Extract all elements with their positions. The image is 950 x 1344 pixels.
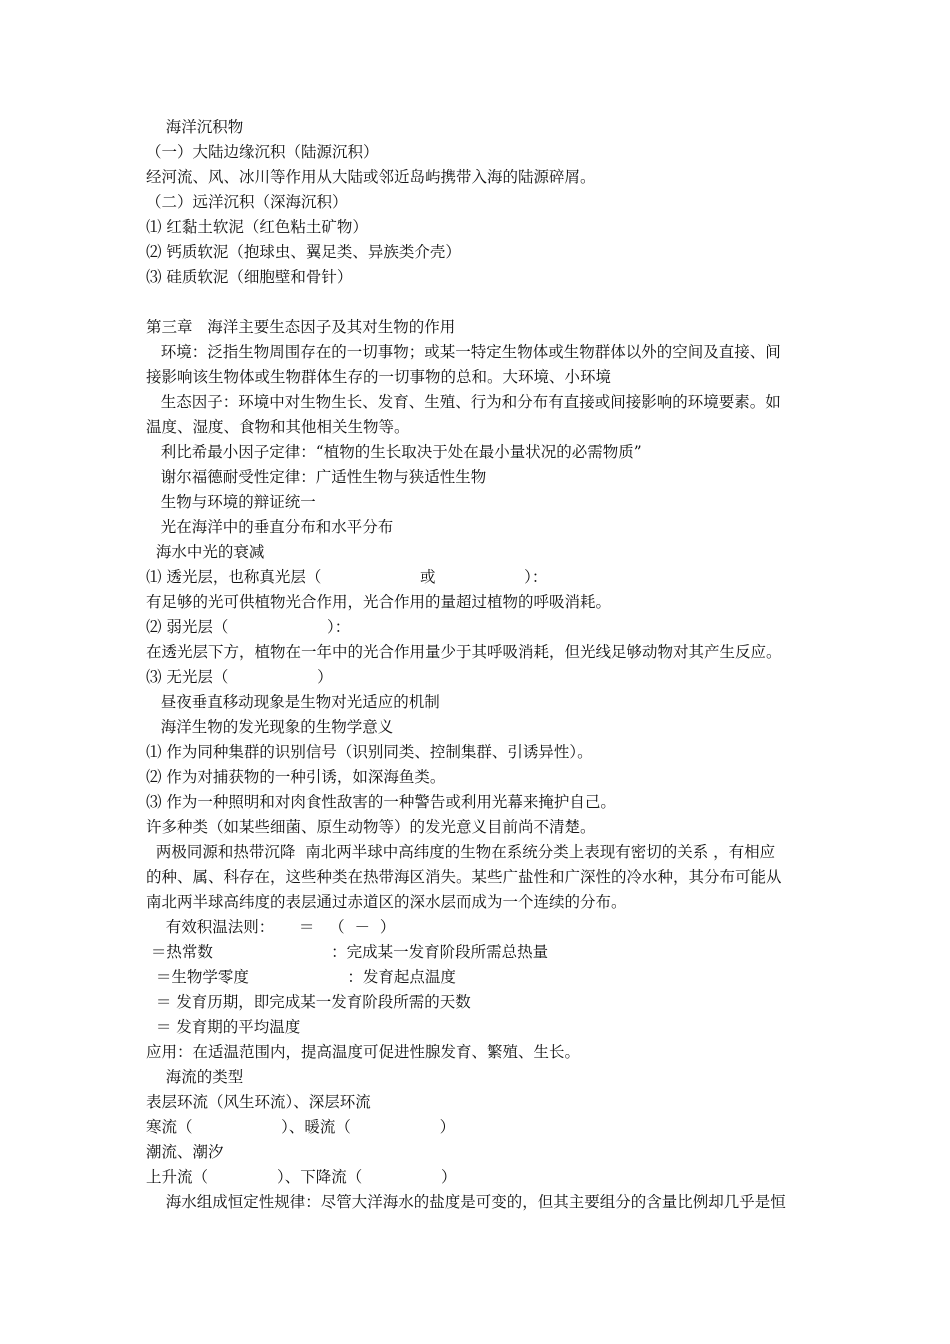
text-line: 生态因子：环境中对生物生长、发育、生殖、行为和分布有直接或间接影响的环境要素。如 — [146, 393, 781, 411]
list-item: ⑴ 透光层，也称真光层（ 或 ）： — [146, 568, 548, 586]
list-item: ⑵ 钙质软泥（抱球虫、翼足类、异族类介壳） — [146, 243, 461, 261]
text-line: 海流的类型 — [146, 1068, 244, 1086]
text-line: 有足够的光可供植物光合作用，光合作用的量超过植物的呼吸消耗。 — [146, 593, 612, 611]
text-line: 海洋生物的发光现象的生物学意义 — [146, 718, 394, 736]
text-line: 昼夜垂直移动现象是生物对光适应的机制 — [146, 693, 440, 711]
list-item: ⑶ 硅质软泥（细胞壁和骨针） — [146, 268, 353, 286]
heading-marine-sediments: 海洋沉积物 — [146, 118, 244, 136]
text-line: 的种、属、科存在，这些种类在热带海区消失。某些广盐性和广深性的冷水种，其分布可能从 — [146, 868, 782, 886]
text-line: 潮流、潮汐 — [146, 1143, 224, 1161]
text-line: 两极同源和热带沉降 南北两半球中高纬度的生物在系统分类上表现有密切的关系 ，有相应 — [146, 843, 776, 861]
text-line: 寒流（ ）、暖流（ ） — [146, 1118, 456, 1136]
text-line: 海水中光的衰减 — [146, 543, 265, 561]
text-line: 应用：在适温范围内，提高温度可促进性腺发育、繁殖、生长。 — [146, 1043, 581, 1061]
text-line: 利比希最小因子定律：“植物的生长取决于处在最小量状况的必需物质” — [146, 443, 642, 461]
text-line: 温度、湿度、食物和其他相关生物等。 — [146, 418, 410, 436]
text-line: 南北两半球高纬度的表层通过赤道区的深水层而成为一个连续的分布。 — [146, 893, 627, 911]
text-line: 谢尔福德耐受性定律：广适性生物与狭适性生物 — [146, 468, 487, 486]
text-line: 接影响该生物体或生物群体生存的一切事物的总和。大环境、小环境 — [146, 368, 612, 386]
text-line: ＝ 发育期的平均温度 — [146, 1018, 301, 1036]
list-item: ⑴ 作为同种集群的识别信号（识别同类、控制集群、引诱异性）。 — [146, 743, 593, 761]
text-line: 表层环流（风生环流）、深层环流 — [146, 1093, 371, 1111]
text-line: 环境：泛指生物周围存在的一切事物；或某一特定生物体或生物群体以外的空间及直接、间 — [146, 343, 781, 361]
text-line: 生物与环境的辩证统一 — [146, 493, 316, 511]
list-item: ⑶ 无光层（ ） — [146, 668, 333, 686]
text-line: 经河流、风、冰川等作用从大陆或邻近岛屿携带入海的陆源碎屑。 — [146, 168, 596, 186]
text-line: ＝热常数 ：完成某一发育阶段所需总热量 — [146, 943, 549, 961]
list-item: ⑴ 红黏土软泥（红色粘土矿物） — [146, 218, 368, 236]
section-continental-margin: （一）大陆边缘沉积（陆源沉积） — [146, 143, 379, 161]
text-line: 海水组成恒定性规律：尽管大洋海水的盐度是可变的，但其主要组分的含量比例却几乎是恒 — [146, 1193, 786, 1211]
text-line: 光在海洋中的垂直分布和水平分布 — [146, 518, 394, 536]
text-line: 许多种类（如某些细菌、原生动物等）的发光意义目前尚不清楚。 — [146, 818, 596, 836]
list-item: ⑵ 弱光层（ ）： — [146, 618, 351, 636]
section-pelagic: （二）远洋沉积（深海沉积） — [146, 193, 348, 211]
list-item: ⑶ 作为一种照明和对肉食性敌害的一种警告或利用光幕来掩护自己。 — [146, 793, 616, 811]
chapter-title: 第三章 海洋主要生态因子及其对生物的作用 — [146, 318, 456, 336]
text-line: ＝生物学零度 ：发育起点温度 — [146, 968, 456, 986]
text-line: 有效积温法则： ＝ （ － ） — [146, 918, 396, 936]
list-item: ⑵ 作为对捕获物的一种引诱，如深海鱼类。 — [146, 768, 446, 786]
text-line: 上升流（ ）、下降流（ ） — [146, 1168, 457, 1186]
text-line: ＝ 发育历期，即完成某一发育阶段所需的天数 — [146, 993, 471, 1011]
text-line: 在透光层下方，植物在一年中的光合作用量少于其呼吸消耗，但光线足够动物对其产生反应。 — [146, 643, 782, 661]
